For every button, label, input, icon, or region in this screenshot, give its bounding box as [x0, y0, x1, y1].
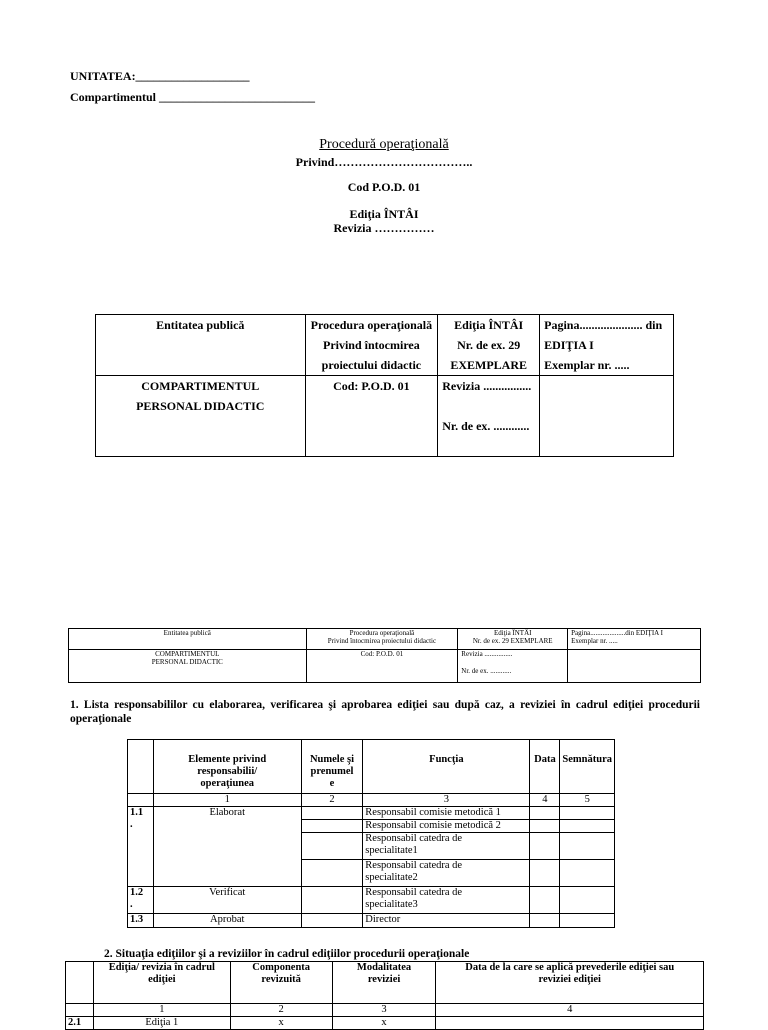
column-number-row	[128, 794, 615, 807]
small-edition-cell: Ediţia ÎNTÂI Nr. de ex. 29 EXEMPLARE	[458, 629, 568, 650]
function-cell: Responsabil catedra de specialitate1	[363, 833, 530, 860]
small-revision-cell: Revizia ................ Nr. de ex. ............	[458, 650, 568, 683]
row-label-cell: Aprobat	[153, 914, 301, 928]
regarding-line: Privind……………………………..	[295, 155, 473, 169]
mode-cell: x	[332, 1017, 436, 1030]
row-id-cell: 1.3	[128, 914, 154, 928]
code-cell: Cod: P.O.D. 01	[305, 376, 438, 457]
section1-heading-line2: operaţionale	[70, 713, 132, 725]
component-cell: x	[230, 1017, 332, 1030]
page-cell: Pagina..................... din EDIŢIA I Exemplar nr. .....	[540, 315, 674, 376]
revision-line: Revizia ……………	[333, 221, 435, 235]
revision-cell: Revizia ................ Nr. de ex. ............	[438, 376, 540, 457]
col-number: 5	[560, 794, 615, 807]
row-id-cell: 1.1 .	[128, 807, 154, 887]
col-number: 2	[230, 1004, 332, 1017]
col-number: 3	[332, 1004, 436, 1017]
id-header-cell	[128, 740, 154, 794]
public-entity-cell: Entitatea publică	[96, 315, 306, 376]
row-id-cell: 1.2 .	[128, 887, 154, 914]
small-empty-cell	[568, 650, 701, 683]
code-line: Cod P.O.D. 01	[347, 180, 421, 194]
edition-header-cell: Ediţia/ revizia în cadrul ediţiei	[93, 962, 230, 1004]
edition-cell: Ediţia 1	[93, 1017, 230, 1030]
section2-heading: 2. Situaţia ediţiilor şi a reviziilor în cadrul ediţiilor procedurii operaţionale	[104, 948, 470, 960]
row-label-cell: Verificat	[153, 887, 301, 914]
document-title: Procedură operaţională	[319, 137, 449, 152]
table-row	[128, 887, 615, 914]
edition-line: Ediţia ÎNTÂI	[349, 207, 419, 221]
row-id-cell: 2.1	[66, 1017, 94, 1030]
function-cell: Responsabil catedra de specialitate2	[363, 860, 530, 887]
column-number-row	[66, 1004, 704, 1017]
signature-header-cell: Semnătura	[560, 740, 615, 794]
function-cell: Director	[363, 914, 530, 928]
col-number: 2	[301, 794, 363, 807]
small-procedure-cell: Procedura operaţională Privind întocmirea proiectului didactic	[306, 629, 458, 650]
col-number: 4	[436, 1004, 704, 1017]
department-label: Compartimentul __________________________	[70, 90, 315, 104]
function-cell: Responsabil comisie metodică 1	[363, 807, 530, 820]
department-cell: COMPARTIMENTUL PERSONAL DIDACTIC	[96, 376, 306, 457]
empty-cell	[540, 376, 674, 457]
table-row	[128, 807, 615, 820]
date-applied-header-cell: Data de la care se aplică prevederile ediţiei sau reviziei ediţiei	[436, 962, 704, 1004]
function-cell: Responsabil comisie metodică 2	[363, 820, 530, 833]
names-header-cell: Numele şi prenumel e	[301, 740, 363, 794]
date-header-cell: Data	[530, 740, 560, 794]
table-row	[128, 914, 615, 928]
row-label-cell: Elaborat	[153, 807, 301, 887]
function-cell: Responsabil catedra de specialitate3	[363, 887, 530, 914]
col-number: 1	[153, 794, 301, 807]
col-number: 3	[363, 794, 530, 807]
elements-header-cell: Elemente privind responsabilii/ operaţiunea	[153, 740, 301, 794]
component-header-cell: Componenta revizuită	[230, 962, 332, 1004]
procedure-header-small-table	[68, 628, 701, 683]
col-number: 1	[93, 1004, 230, 1017]
small-page-cell: Pagina....................din EDIŢIA I Exemplar nr. .....	[568, 629, 701, 650]
section1-heading-line1: 1. Lista responsabililor cu elaborarea, verificarea şi aprobarea ediţiei sau după caz, a reviziei în cadrul ediţiei procedurii	[70, 699, 700, 711]
procedure-cell: Procedura operaţională Privind întocmirea proiectului didactic	[305, 315, 438, 376]
responsibilities-table	[127, 739, 615, 928]
small-code-cell: Cod: P.O.D. 01	[306, 650, 458, 683]
mode-header-cell: Modalitatea reviziei	[332, 962, 436, 1004]
procedure-header-table	[95, 314, 674, 457]
edition-cell: Ediţia ÎNTÂI Nr. de ex. 29 EXEMPLARE	[438, 315, 540, 376]
function-header-cell: Funcţia	[363, 740, 530, 794]
small-department-cell: COMPARTIMENTUL PERSONAL DIDACTIC	[69, 650, 307, 683]
editions-table	[65, 961, 704, 1030]
unit-label: UNITATEA:___________________	[70, 69, 250, 83]
small-public-entity-cell: Entitatea publică	[69, 629, 307, 650]
col-number: 4	[530, 794, 560, 807]
table-row	[66, 1017, 704, 1030]
